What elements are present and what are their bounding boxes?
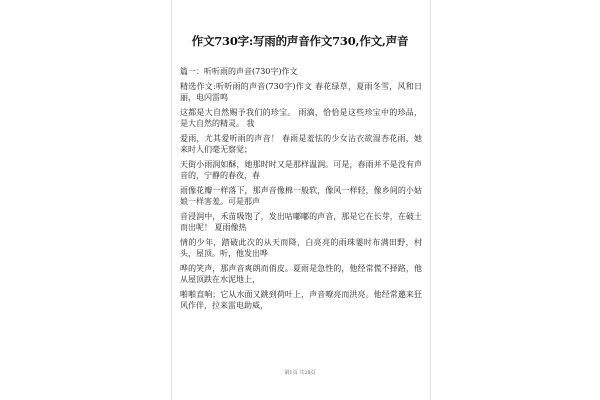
document-body bbox=[180, 66, 422, 315]
paragraph: 雨像花瓣一样落下，那声音像棉一般软，像风一样轻，像乡间的小姑娘一样害羞。可是那声 bbox=[180, 185, 422, 206]
paragraph: 爱雨，尤其爱听雨的声音！ 春雨是羞怯的少女沾衣欲湿杏花雨，她来时人们毫无察觉； bbox=[180, 133, 422, 154]
paragraph: 哗的笑声，那声音爽朗而俏皮。夏雨是急性的，他经常慌不择路，他从屋顶跌在水泥地上， bbox=[180, 263, 422, 284]
paragraph: 篇一：听听雨的声音(730字)作文 bbox=[180, 67, 298, 76]
paragraph: 这都是大自然赐予我们的珍宝。 雨滴，恰恰是这些珍宝中的珍品，是大自然的精灵。 我 bbox=[180, 107, 422, 128]
document-title: 作文730字:写雨的声音作文730,作文,声音 bbox=[191, 34, 409, 48]
paragraph: 天街小雨润如酥，她那时时又是那样温润。可是，春雨并不是没有声音的，宁静的春夜，春 bbox=[180, 159, 422, 180]
page-footer: 第1页 共28页 bbox=[284, 370, 316, 376]
paragraph: 音浸润中，禾苗吸饱了，发出咕嘟嘟的声音，那是它在长芽，在破土而出呢！ 夏雨像热 bbox=[180, 211, 422, 232]
paragraph: 精选作文:听听雨的声音(730字)作文 春花绿草，夏雨冬雪，风和日丽，电闪雷鸣 bbox=[180, 81, 422, 102]
paragraph: 啪啪直响；它从水面又跳到荷叶上，声音嘹亮而洪亮。他经常邀来狂风作伴，拉来雷电助威， bbox=[180, 289, 422, 310]
paragraph: 情的少年，踏破此次的从天而降，白亮亮的雨珠霎时布满田野，村头，屋顶。听，他发出哗 bbox=[180, 237, 422, 258]
